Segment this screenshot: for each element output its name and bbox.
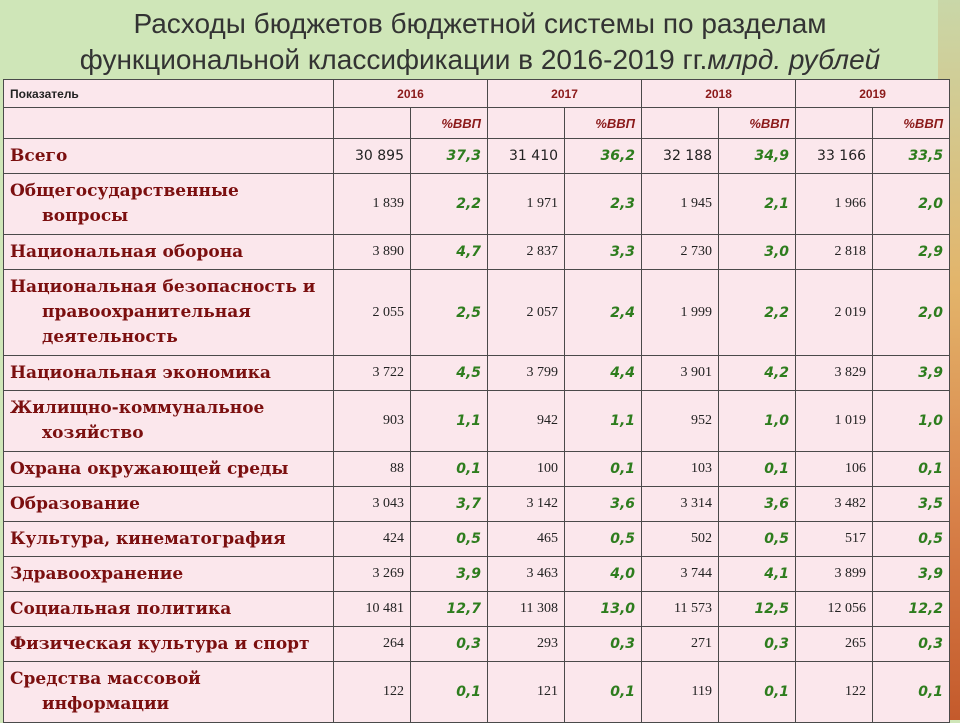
- table-row: [4, 452, 950, 487]
- cell-pct-gdp: 0,1: [411, 452, 488, 487]
- cell-amount: 271: [642, 627, 719, 662]
- table-row: [4, 522, 950, 557]
- table-row: [4, 391, 950, 452]
- slide-title: [0, 6, 960, 78]
- row-label-line-2: правоохранительная деятельность: [42, 302, 251, 347]
- cell-amount: 119: [642, 662, 719, 723]
- cell-amount: 12 056: [796, 592, 873, 627]
- cell-pct-gdp: 0,5: [565, 522, 642, 557]
- header-row-pct: [4, 108, 950, 139]
- cell-amount: 264: [334, 627, 411, 662]
- cell-pct-gdp: 3,9: [873, 557, 950, 592]
- row-label-line-1: Национальная оборона: [10, 241, 244, 262]
- cell-pct-gdp: 2,1: [719, 174, 796, 235]
- cell-pct-gdp: 4,4: [565, 356, 642, 391]
- header-pct-gdp: %ВВП: [873, 108, 950, 139]
- cell-amount: 10 481: [334, 592, 411, 627]
- cell-pct-gdp: 2,0: [873, 174, 950, 235]
- row-label-line-2: хозяйство: [42, 423, 144, 443]
- table-row: [4, 627, 950, 662]
- cell-amount: 2 837: [488, 235, 565, 270]
- header-pct-gdp: %ВВП: [565, 108, 642, 139]
- row-label: [4, 235, 334, 270]
- cell-amount: 3 744: [642, 557, 719, 592]
- row-label-line-1: Жилищно-коммунальное: [10, 398, 265, 418]
- cell-pct-gdp: 3,3: [565, 235, 642, 270]
- cell-amount: 3 901: [642, 356, 719, 391]
- cell-amount: 103: [642, 452, 719, 487]
- row-label-line-1: Здравоохранение: [10, 563, 184, 584]
- row-label: [4, 592, 334, 627]
- cell-amount: 293: [488, 627, 565, 662]
- table-row: [4, 174, 950, 235]
- cell-amount: 11 573: [642, 592, 719, 627]
- budget-table-container: [3, 79, 949, 723]
- row-label-line-1: Средства массовой: [10, 669, 201, 689]
- header-pct-gdp: %ВВП: [411, 108, 488, 139]
- cell-pct-gdp: 4,1: [719, 557, 796, 592]
- header-empty: [796, 108, 873, 139]
- cell-amount: 465: [488, 522, 565, 557]
- cell-pct-gdp: 0,5: [411, 522, 488, 557]
- cell-pct-gdp: 0,1: [873, 662, 950, 723]
- cell-pct-gdp: 0,5: [719, 522, 796, 557]
- row-label: [4, 270, 334, 356]
- cell-pct-gdp: 0,3: [719, 627, 796, 662]
- row-label-line-1: Образование: [10, 493, 140, 514]
- row-label-line-1: Общегосударственные: [10, 181, 239, 201]
- cell-pct-gdp: 1,0: [873, 391, 950, 452]
- cell-pct-gdp: 4,2: [719, 356, 796, 391]
- row-label: [4, 662, 334, 723]
- cell-amount: 2 055: [334, 270, 411, 356]
- cell-amount: 3 142: [488, 487, 565, 522]
- cell-amount: 3 043: [334, 487, 411, 522]
- row-label-line-1: Физическая культура и спорт: [10, 633, 310, 654]
- cell-pct-gdp: 34,9: [719, 139, 796, 174]
- cell-pct-gdp: 4,0: [565, 557, 642, 592]
- cell-amount: 3 722: [334, 356, 411, 391]
- cell-amount: 1 019: [796, 391, 873, 452]
- title-line-2: [0, 42, 960, 78]
- row-label: [4, 391, 334, 452]
- table-row: [4, 139, 950, 174]
- row-label: [4, 522, 334, 557]
- row-label: [4, 356, 334, 391]
- cell-amount: 1 999: [642, 270, 719, 356]
- cell-pct-gdp: 2,4: [565, 270, 642, 356]
- row-label-line-1: Социальная политика: [10, 598, 232, 619]
- cell-pct-gdp: 1,0: [719, 391, 796, 452]
- row-label: [4, 627, 334, 662]
- cell-pct-gdp: 2,9: [873, 235, 950, 270]
- cell-pct-gdp: 0,1: [873, 452, 950, 487]
- cell-amount: 2 019: [796, 270, 873, 356]
- cell-pct-gdp: 3,9: [411, 557, 488, 592]
- cell-pct-gdp: 2,2: [411, 174, 488, 235]
- cell-pct-gdp: 3,5: [873, 487, 950, 522]
- cell-amount: 2 057: [488, 270, 565, 356]
- cell-pct-gdp: 1,1: [565, 391, 642, 452]
- cell-pct-gdp: 2,2: [719, 270, 796, 356]
- row-label-line-1: Культура, кинематография: [10, 528, 286, 549]
- header-empty: [488, 108, 565, 139]
- header-year-2017: 2017: [488, 80, 642, 108]
- cell-pct-gdp: 2,3: [565, 174, 642, 235]
- table-row: [4, 487, 950, 522]
- cell-pct-gdp: 13,0: [565, 592, 642, 627]
- budget-table: [3, 79, 950, 723]
- cell-amount: 3 314: [642, 487, 719, 522]
- cell-pct-gdp: 12,2: [873, 592, 950, 627]
- row-label: [4, 452, 334, 487]
- header-empty: [4, 108, 334, 139]
- table-row: [4, 662, 950, 723]
- cell-amount: 1 966: [796, 174, 873, 235]
- cell-pct-gdp: 0,1: [565, 452, 642, 487]
- cell-pct-gdp: 0,1: [411, 662, 488, 723]
- cell-pct-gdp: 3,6: [719, 487, 796, 522]
- cell-amount: 1 945: [642, 174, 719, 235]
- cell-amount: 3 269: [334, 557, 411, 592]
- header-year-2018: 2018: [642, 80, 796, 108]
- table-row: [4, 235, 950, 270]
- cell-amount: 33 166: [796, 139, 873, 174]
- table-row: [4, 557, 950, 592]
- title-line-2-text: функциональной классификации в 2016-2019 гг.: [79, 44, 708, 75]
- cell-amount: 502: [642, 522, 719, 557]
- cell-amount: 3 482: [796, 487, 873, 522]
- title-unit: млрд. рублей: [707, 44, 881, 75]
- cell-pct-gdp: 0,1: [719, 452, 796, 487]
- cell-amount: 2 818: [796, 235, 873, 270]
- cell-pct-gdp: 4,7: [411, 235, 488, 270]
- cell-amount: 903: [334, 391, 411, 452]
- cell-pct-gdp: 3,9: [873, 356, 950, 391]
- cell-amount: 100: [488, 452, 565, 487]
- header-pct-gdp: %ВВП: [719, 108, 796, 139]
- cell-amount: 3 890: [334, 235, 411, 270]
- row-label: [4, 174, 334, 235]
- cell-pct-gdp: 36,2: [565, 139, 642, 174]
- cell-pct-gdp: 4,5: [411, 356, 488, 391]
- cell-pct-gdp: 37,3: [411, 139, 488, 174]
- cell-pct-gdp: 3,6: [565, 487, 642, 522]
- cell-amount: 2 730: [642, 235, 719, 270]
- cell-amount: 11 308: [488, 592, 565, 627]
- row-label-line-2: информации: [42, 694, 170, 714]
- cell-amount: 122: [334, 662, 411, 723]
- cell-pct-gdp: 0,3: [565, 627, 642, 662]
- cell-amount: 942: [488, 391, 565, 452]
- cell-amount: 265: [796, 627, 873, 662]
- row-label-line-1: Национальная безопасность и: [10, 277, 316, 297]
- cell-pct-gdp: 12,7: [411, 592, 488, 627]
- cell-amount: 32 188: [642, 139, 719, 174]
- cell-amount: 121: [488, 662, 565, 723]
- cell-pct-gdp: 3,7: [411, 487, 488, 522]
- header-empty: [642, 108, 719, 139]
- row-label-line-1: Охрана окружающей среды: [10, 458, 289, 479]
- row-label-line-1: Всего: [10, 145, 68, 166]
- table-row: [4, 356, 950, 391]
- cell-amount: 3 463: [488, 557, 565, 592]
- table-row: [4, 270, 950, 356]
- cell-pct-gdp: 0,3: [873, 627, 950, 662]
- cell-amount: 31 410: [488, 139, 565, 174]
- row-label-line-1: Национальная экономика: [10, 362, 271, 383]
- cell-pct-gdp: 0,5: [873, 522, 950, 557]
- cell-amount: 106: [796, 452, 873, 487]
- cell-pct-gdp: 0,1: [565, 662, 642, 723]
- row-label-line-2: вопросы: [42, 206, 129, 226]
- cell-amount: 1 839: [334, 174, 411, 235]
- header-indicator: Показатель: [4, 80, 334, 108]
- row-label: [4, 487, 334, 522]
- table-body: [4, 139, 950, 723]
- cell-amount: 952: [642, 391, 719, 452]
- cell-amount: 3 829: [796, 356, 873, 391]
- cell-pct-gdp: 1,1: [411, 391, 488, 452]
- header-row-years: [4, 80, 950, 108]
- cell-pct-gdp: 3,0: [719, 235, 796, 270]
- header-empty: [334, 108, 411, 139]
- header-year-2016: 2016: [334, 80, 488, 108]
- row-label: [4, 139, 334, 174]
- cell-amount: 1 971: [488, 174, 565, 235]
- cell-pct-gdp: 2,5: [411, 270, 488, 356]
- cell-pct-gdp: 33,5: [873, 139, 950, 174]
- row-label: [4, 557, 334, 592]
- title-line-1: Расходы бюджетов бюджетной системы по разделам: [133, 8, 827, 39]
- cell-amount: 122: [796, 662, 873, 723]
- cell-amount: 88: [334, 452, 411, 487]
- cell-amount: 30 895: [334, 139, 411, 174]
- header-year-2019: 2019: [796, 80, 950, 108]
- table-row: [4, 592, 950, 627]
- cell-pct-gdp: 12,5: [719, 592, 796, 627]
- cell-amount: 517: [796, 522, 873, 557]
- cell-pct-gdp: 2,0: [873, 270, 950, 356]
- cell-amount: 424: [334, 522, 411, 557]
- cell-amount: 3 799: [488, 356, 565, 391]
- cell-amount: 3 899: [796, 557, 873, 592]
- cell-pct-gdp: 0,3: [411, 627, 488, 662]
- cell-pct-gdp: 0,1: [719, 662, 796, 723]
